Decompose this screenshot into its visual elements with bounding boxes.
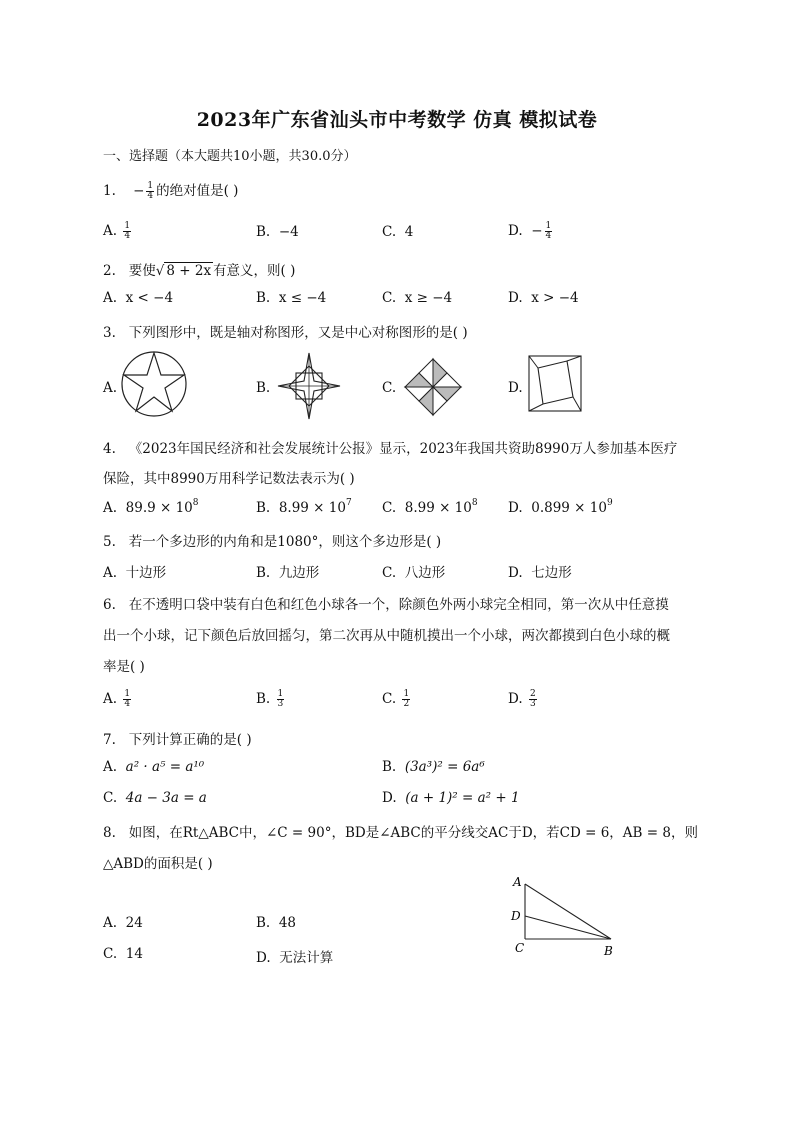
- question-3: [103, 321, 468, 341]
- option-label: B.: [256, 500, 271, 516]
- radicand: 8 + 2x: [166, 263, 212, 279]
- label-a: A: [513, 875, 522, 889]
- fraction-numerator: 1: [124, 221, 131, 231]
- option-a[interactable]: [103, 915, 143, 931]
- option-label: D.: [508, 691, 523, 707]
- question-text: 下列计算正确的是( ): [128, 732, 252, 748]
- page-title: 2023年广东省汕头市中考数学 仿真 模拟试卷: [196, 109, 598, 131]
- question-6-line3: 率是( ): [103, 659, 145, 675]
- option-c[interactable]: [103, 946, 143, 962]
- option-label: D.: [508, 500, 523, 516]
- option-text: (a + 1)² = a² + 1: [405, 790, 520, 806]
- side-ab: [525, 884, 611, 939]
- question-text: 有意义，则( ): [213, 263, 296, 279]
- option-label: A.: [103, 915, 118, 931]
- option-label: D.: [508, 290, 523, 306]
- option-b[interactable]: [256, 915, 296, 931]
- square-in-square-figure: [528, 355, 582, 412]
- question-number: 8.: [103, 825, 116, 841]
- option-text: (3a³)² = 6a⁶: [404, 759, 485, 775]
- option-text: 无法计算: [279, 950, 334, 966]
- option-label: A.: [103, 565, 118, 581]
- question-text-pre: 要使: [128, 263, 156, 279]
- option-label: D.: [508, 565, 523, 581]
- option-b[interactable]: [256, 380, 270, 396]
- triangle-figure: [505, 872, 630, 962]
- option-d[interactable]: [508, 380, 523, 396]
- option-text: a² · a⁵ = a¹⁰: [125, 759, 205, 775]
- option-c[interactable]: [382, 224, 413, 240]
- option-label: B.: [256, 380, 271, 396]
- fraction: [146, 182, 154, 201]
- diagonal-line: [529, 356, 538, 368]
- question-text: 《2023年国民经济和社会发展统计公报》显示，2023年我国共资助8990万人参加基本医疗: [128, 441, 678, 457]
- question-7: [103, 728, 252, 748]
- compass-star-figure: [276, 351, 342, 421]
- question-number: 1.: [103, 183, 116, 199]
- option-label: C.: [382, 565, 397, 581]
- label-b: B: [604, 944, 613, 958]
- question-number: 6.: [103, 597, 116, 613]
- option-text: 48: [278, 915, 296, 931]
- diagonal-line: [529, 404, 543, 411]
- option-text: 4a − 3a = a: [125, 790, 207, 806]
- label-d: D: [511, 909, 521, 923]
- option-exponent: 9: [606, 498, 613, 508]
- star-in-circle-figure: [120, 350, 188, 418]
- option-b[interactable]: [256, 561, 319, 581]
- question-number: 2.: [103, 263, 116, 279]
- option-label: B.: [256, 290, 271, 306]
- option-d[interactable]: [508, 690, 539, 709]
- fraction: [277, 690, 285, 709]
- question-4-line2: 保险，其中8990万用科学记数法表示为( ): [103, 471, 355, 487]
- diagonal-line: [573, 397, 581, 411]
- option-label: D.: [508, 223, 523, 239]
- option-a[interactable]: [103, 380, 117, 396]
- fraction: [123, 222, 131, 241]
- question-8: [103, 821, 698, 841]
- question-8-line2: △ABD的面积是( ): [103, 856, 213, 872]
- question-number: 5.: [103, 534, 116, 550]
- option-b[interactable]: [256, 498, 352, 516]
- circle-shape: [122, 352, 186, 416]
- option-base: 8.99 × 10: [278, 500, 346, 516]
- option-exponent: 8: [192, 498, 199, 508]
- question-2: 2. 要使√ 8 + 2x 有意义，则( ): [103, 263, 296, 279]
- section-heading: 一、选择题（本大题共10小题，共30.0分）: [103, 149, 357, 164]
- fraction-denominator: 4: [147, 191, 154, 201]
- option-label: B.: [382, 759, 397, 775]
- option-label: D.: [382, 790, 397, 806]
- option-d[interactable]: [508, 498, 613, 516]
- question-5: [103, 530, 441, 550]
- option-label: A.: [103, 500, 118, 516]
- fraction-denominator: 2: [403, 699, 410, 709]
- fraction-numerator: 1: [545, 221, 552, 231]
- option-b[interactable]: [256, 224, 299, 240]
- option-text: x > −4: [531, 290, 579, 306]
- option-a[interactable]: [103, 759, 204, 775]
- question-text: 如图，在Rt△ABC中，∠C = 90°，BD是∠ABC的平分线交AC于D，若CD = 6，AB = 8，则: [128, 825, 698, 841]
- option-label: C.: [382, 290, 397, 306]
- option-a[interactable]: [103, 561, 166, 581]
- option-text: 4: [404, 224, 414, 240]
- question-text-pre: −: [133, 183, 145, 199]
- question-text: 的绝对值是( ): [156, 183, 239, 199]
- option-label: B.: [256, 565, 271, 581]
- fraction-numerator: 1: [147, 181, 154, 191]
- option-label: C.: [103, 946, 118, 962]
- option-d[interactable]: [508, 290, 579, 306]
- option-text: 九边形: [278, 565, 320, 581]
- option-text: 14: [125, 946, 143, 962]
- option-text: x < −4: [125, 290, 174, 306]
- option-base: 89.9 × 10: [125, 500, 193, 516]
- option-label: A.: [103, 223, 118, 239]
- option-label: A.: [103, 290, 118, 306]
- option-c[interactable]: [103, 790, 207, 806]
- option-c[interactable]: [382, 561, 445, 581]
- fraction-denominator: 4: [545, 231, 552, 241]
- diagonal-line: [567, 356, 581, 361]
- option-b[interactable]: [256, 290, 326, 306]
- option-exponent: 8: [471, 498, 478, 508]
- option-c[interactable]: [382, 380, 396, 396]
- question-number: 4.: [103, 441, 116, 457]
- fraction-numerator: 1: [124, 689, 131, 699]
- option-text: x ≥ −4: [404, 290, 453, 306]
- option-label: C.: [382, 224, 397, 240]
- fraction-denominator: 4: [124, 699, 131, 709]
- option-a[interactable]: [103, 690, 133, 709]
- option-label: C.: [382, 500, 397, 516]
- option-text: 十边形: [125, 565, 167, 581]
- question-number: 3.: [103, 325, 116, 341]
- option-d[interactable]: [382, 790, 520, 806]
- option-text: 24: [125, 915, 143, 931]
- option-label: B.: [256, 224, 271, 240]
- option-prefix: −: [531, 223, 543, 239]
- option-base: 8.99 × 10: [404, 500, 472, 516]
- option-d[interactable]: [256, 946, 333, 966]
- option-text: 七边形: [531, 565, 572, 581]
- fraction-denominator: 3: [529, 699, 536, 709]
- option-c[interactable]: [382, 290, 452, 306]
- option-b[interactable]: [382, 759, 485, 775]
- option-label: B.: [256, 915, 271, 931]
- option-label: A.: [103, 691, 118, 707]
- option-a[interactable]: [103, 498, 199, 516]
- option-label: C.: [382, 380, 397, 396]
- option-text: x ≤ −4: [278, 290, 327, 306]
- option-d[interactable]: [508, 222, 554, 241]
- label-c: C: [515, 941, 525, 955]
- star-shape: [124, 353, 184, 411]
- question-text: 若一个多边形的内角和是1080°，则这个多边形是( ): [128, 534, 442, 550]
- fraction: [545, 222, 553, 241]
- pinwheel-figure: [402, 356, 464, 418]
- bisector-bd: [525, 916, 611, 939]
- option-text: −4: [278, 224, 299, 240]
- fraction-denominator: 4: [124, 231, 131, 241]
- fraction-numerator: 1: [403, 689, 410, 699]
- inner-square: [538, 361, 573, 404]
- option-label: C.: [382, 691, 397, 707]
- fraction-numerator: 2: [529, 689, 536, 699]
- option-label: C.: [103, 790, 118, 806]
- option-a[interactable]: [103, 222, 133, 241]
- option-c[interactable]: [382, 690, 412, 709]
- fraction: [529, 690, 537, 709]
- question-6-line2: 出一个小球，记下颜色后放回摇匀，第二次再从中随机摸出一个小球，两次都摸到白色小球的概: [103, 628, 670, 644]
- fraction-denominator: 3: [277, 699, 284, 709]
- option-label: D.: [256, 950, 271, 966]
- option-c[interactable]: [382, 498, 478, 516]
- question-number: 7.: [103, 732, 116, 748]
- question-4: [103, 437, 677, 457]
- question-text: 在不透明口袋中装有白色和红色小球各一个，除颜色外两小球完全相同，第一次从中任意摸: [128, 597, 669, 613]
- option-b[interactable]: [256, 690, 286, 709]
- question-1: [103, 179, 238, 201]
- option-a[interactable]: [103, 290, 173, 306]
- question-6: [103, 593, 669, 613]
- question-text: 下列图形中，既是轴对称图形，又是中心对称图形的是( ): [128, 325, 468, 341]
- fraction: [123, 690, 131, 709]
- option-d[interactable]: [508, 561, 572, 581]
- option-exponent: 7: [345, 498, 352, 508]
- option-label: A.: [103, 380, 118, 396]
- fraction: [402, 690, 410, 709]
- option-label: B.: [256, 691, 271, 707]
- option-base: 0.899 × 10: [531, 500, 607, 516]
- option-label: A.: [103, 759, 118, 775]
- option-label: D.: [508, 380, 523, 396]
- option-text: 八边形: [404, 565, 446, 581]
- fraction-numerator: 1: [277, 689, 284, 699]
